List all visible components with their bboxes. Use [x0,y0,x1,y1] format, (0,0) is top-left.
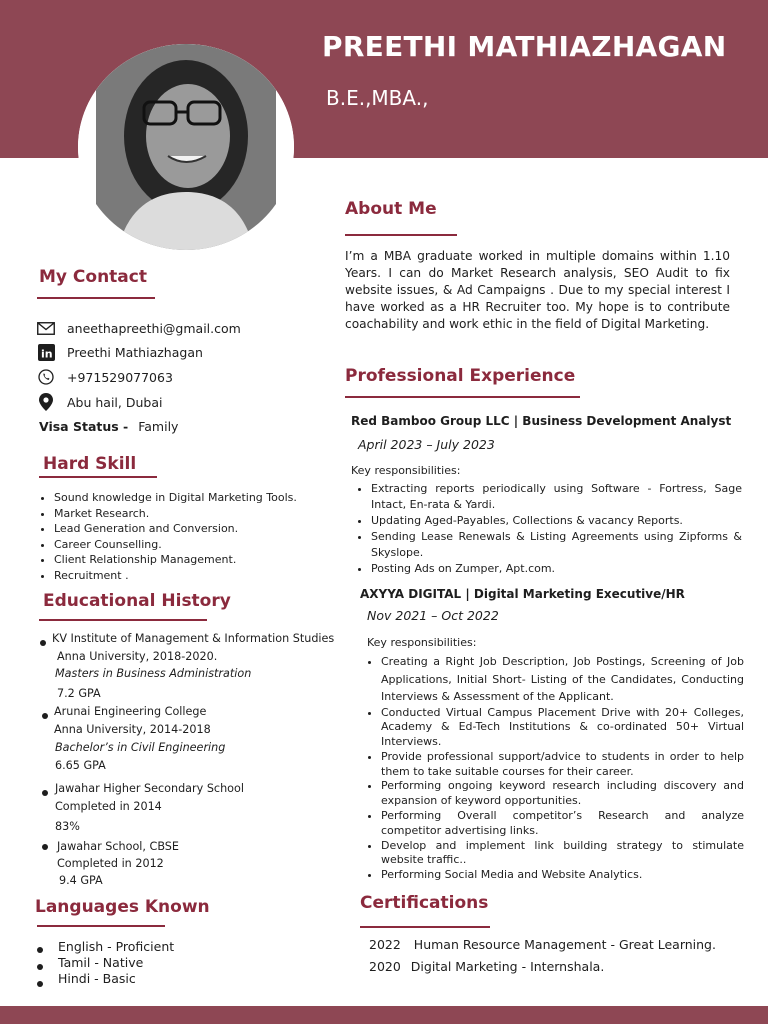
responsibility-item: • Provide professional support/advice to students in order to help them to take suitable courses for their career. [381,750,744,780]
education-heading: Educational History [43,591,231,611]
job-title: Red Bamboo Group LLC | Business Development Analyst [351,414,732,428]
contact-linkedin[interactable] [36,342,203,362]
responsibilities-label: Key responsibilities: [367,636,477,649]
skill-item: • Sound knowledge in Digital Marketing Tools. [54,490,354,506]
responsibility-item: • Posting Ads on Zumper, Apt.com. [371,561,742,577]
svg-text:in: in [40,347,53,360]
school-detail: Anna University, 2018-2020. [57,649,218,663]
skills-underline [39,476,157,478]
profile-photo [78,44,294,250]
responsibility-item: • Creating a Right Job Description, Job Postings, Screening of Job Applications, Initial Short- Listing of the Candidates, Conducting Interviews & Assessment of the Applicant. [381,653,744,706]
email-text: aneethapreethi@gmail.com [67,320,241,336]
skill-item: • Client Relationship Management. [54,552,354,568]
contact-underline [37,297,155,299]
education-entry-3 [55,780,244,836]
skill-item: • Lead Generation and Conversion. [54,521,354,537]
responsibilities-label: Key responsibilities: [351,464,461,477]
certification-name: Human Resource Management - Great Learning. [413,937,716,952]
candidate-degree: B.E.,MBA., [326,86,429,110]
bullet-dot [37,981,43,987]
responsibility-item: • Performing Social Media and Website Analytics. [381,868,744,883]
responsibility-item: • Performing Overall competitor’s Research and analyze competitor advertising links. [381,809,744,839]
job-dates: Nov 2021 – Oct 2022 [367,608,499,623]
bullet-dot [42,844,48,850]
score: 7.2 GPA [57,686,101,700]
linkedin-icon [36,343,56,361]
school-name: Arunai Engineering College [54,705,207,718]
bullet-dot [42,790,48,796]
about-heading: About Me [345,199,437,219]
job-title: AXYYA DIGITAL | Digital Marketing Executive/HR [360,587,685,601]
candidate-name: PREETHI MATHIAZHAGAN [322,30,727,63]
skills-heading: Hard Skill [43,454,137,474]
visa-label: Visa Status - [39,419,129,434]
contact-heading: My Contact [39,267,147,287]
language-item: English - Proficient [58,939,175,954]
visa-value: Family [138,419,179,434]
bullet-dot [42,713,48,719]
school-detail: Completed in 2012 [57,857,164,870]
certification-item [369,937,716,952]
phone-icon [36,368,56,386]
score: 6.65 GPA [55,759,106,772]
school-detail: Anna University, 2014-2018 [54,723,211,736]
job-dates: April 2023 – July 2023 [358,437,495,452]
school-name: Jawahar School, CBSE [57,840,179,853]
certifications-underline [360,926,490,928]
contact-phone[interactable] [36,367,173,387]
certification-year: 2020 [369,959,401,974]
responsibility-item: • Performing ongoing keyword research including discovery and expansion of keyword opportunities. [381,779,744,809]
school-detail: Completed in 2014 [55,800,162,813]
skill-item: • Recruitment . [54,568,354,584]
bullet-dot [40,640,46,646]
certification-name: Digital Marketing - Internshala. [410,959,605,974]
score: 9.4 GPA [59,874,103,887]
school-name: KV Institute of Management & Information Studies [52,632,335,645]
phone-text: +971529077063 [67,369,173,385]
responsibility-item: • Updating Aged-Payables, Collections & vacancy Reports. [371,513,742,529]
visa-status [39,419,178,434]
education-underline [39,619,207,621]
mail-icon [36,319,56,337]
footer-band [0,1006,768,1024]
education-entry-2 [54,703,225,775]
job-responsibilities [351,481,742,577]
responsibility-item: • Conducted Virtual Campus Placement Drive with 20+ Colleges, Academy & Ed-Tech Institutions & co-ordinated 50+ Virtual Interviews. [381,706,744,750]
skill-item: • Market Research. [54,506,354,522]
location-text: Abu hail, Dubai [67,394,163,410]
certifications-heading: Certifications [360,893,489,913]
certification-year: 2022 [369,937,401,952]
responsibility-item: • Develop and implement link building strategy to stimulate website traffic.. [381,839,744,869]
responsibility-item: • Extracting reports periodically using Software - Fortress, Sage Intact, En-rata & Yardi. [371,481,742,513]
contact-email[interactable] [36,318,241,338]
languages-heading: Languages Known [35,897,210,917]
education-entry-4 [57,838,179,889]
responsibility-item: • Sending Lease Renewals & Listing Agreements using Zipforms & Skyslope. [371,529,742,561]
contact-location [36,392,162,412]
about-underline [345,234,457,236]
certification-item [369,959,604,974]
skill-item: • Career Counselling. [54,537,354,553]
skills-list [36,490,354,583]
score: 83% [55,820,80,833]
experience-heading: Professional Experience [345,366,576,386]
education-entry-1 [52,630,334,702]
degree-name: Bachelor’s in Civil Engineering [55,741,226,754]
bullet-dot [37,947,43,953]
school-name: Jawahar Higher Secondary School [55,782,244,795]
linkedin-text: Preethi Mathiazhagan [67,344,203,360]
bullet-dot [37,964,43,970]
degree-name: Masters in Business Administration [55,667,252,680]
location-pin-icon [36,393,56,411]
languages-underline [37,925,165,927]
experience-underline [345,396,580,398]
job-responsibilities [362,653,744,883]
about-text: I’m a MBA graduate worked in multiple domains within 1.10 Years. I can do Market Research analysis, SEO Audit to fix website issues, & Ad Campaigns . Due to my special interest I have worked as a HR Recruiter too. My hope is to contribute coachability and work ethic in the field of Digital Marketing. [345,249,730,331]
language-item: Hindi - Basic [58,971,136,986]
language-item: Tamil - Native [58,955,144,970]
